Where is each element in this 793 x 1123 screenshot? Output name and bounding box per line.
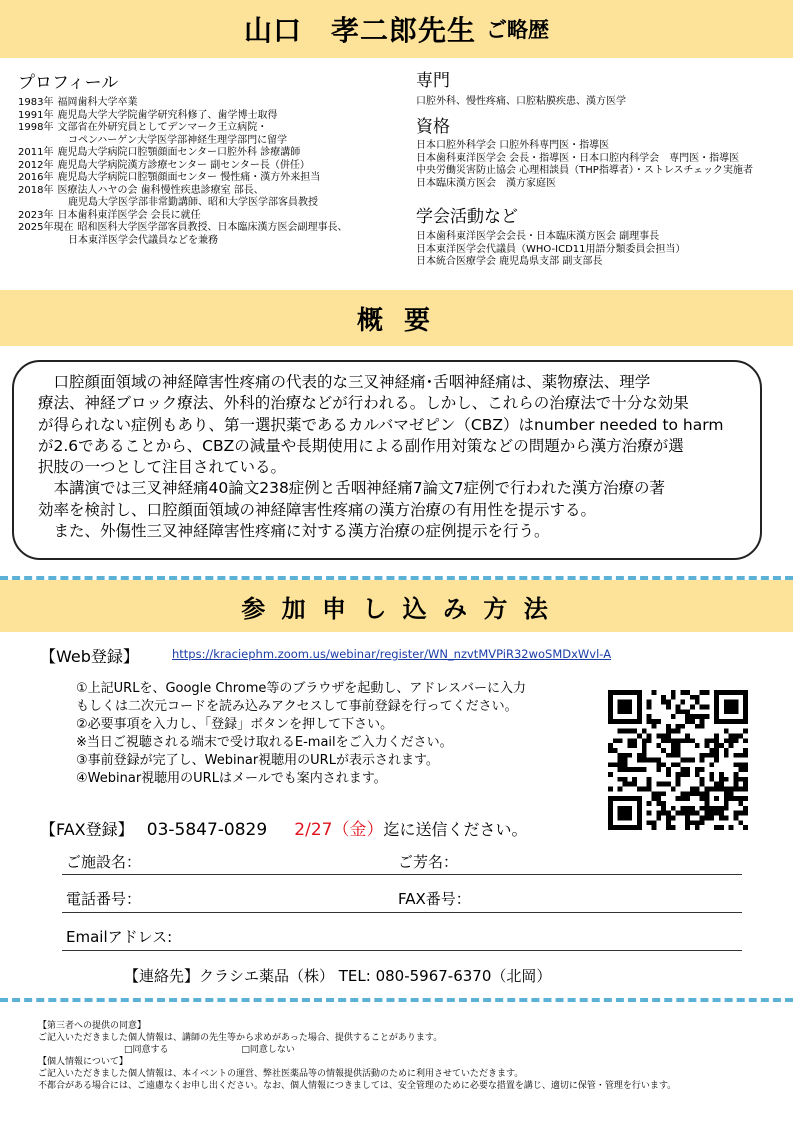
profile-year: 2018年 [18,184,54,196]
registration-step: ①上記URLを、Google Chrome等のブラウザを起動し、アドレスバーに入力 [76,681,527,696]
overview-line: 本講演では三叉神経痛40論文238症例と舌咽神経痛7論文7症例で行われた漢方治療の著 [38,479,666,498]
agree-checkbox[interactable]: □同意する [124,1045,169,1055]
overview-line: 効率を検討し、口腔顔面領域の神経障害性疼痛の漢方治療の有用性を提示する。 [38,500,597,519]
overview-box [12,360,762,560]
profile-entry [18,235,408,248]
contact-info: 【連絡先】クラシエ薬品（株） TEL: 080-5967-6370（北岡） [124,967,552,985]
qualification-item: 日本歯科東洋医学会 会長・指導医・日本口腔内科学会 専門医・指導医 [416,152,740,164]
overview-line: 口腔顔面領域の神経障害性疼痛の代表的な三叉神経痛･舌咽神経痛は、薬物療法、理学 [38,373,651,391]
specialty-heading: 専門 [416,71,450,91]
profile-year: 1991年 [18,109,54,121]
profile-text: 文部省在外研究員としてデンマーク王立病院・ [57,122,268,133]
consent-options [38,1044,676,1056]
overview-heading: 概 要 [356,305,437,336]
overview-line: また、外傷性三叉神経障害性疼痛に対する漢方治療の症例提示を行う。 [38,522,550,541]
qualification-item: 日本臨床漢方医会 漢方家庭医 [416,177,556,189]
profile-text: 鹿児島大学病院漢方診療センター 副センター長（併任） [57,159,310,171]
profile-entry [18,222,408,235]
profile-text: 日本歯科東洋医学会 会長に就任 [57,209,201,221]
registration-step: ④Webinar視聴用のURLはメールでも案内されます。 [76,771,387,786]
activity-item: 日本東洋医学会代議員（WHO-ICD11用語分類委員会担当） [416,243,686,255]
separator-bottom [0,998,793,1002]
fax-deadline-suffix: 迄に送信ください。 [383,820,528,839]
activity-item: 日本統合医療学会 鹿児島県支部 副支部長 [416,256,603,267]
footer [38,1020,676,1092]
registration-step: ※当日ご視聴される端末で受け取れるE-mailをご入力ください。 [76,735,453,750]
overview-text [38,372,746,542]
qr-code[interactable] [608,690,748,830]
profile-entry [18,97,408,110]
speaker-name: 山口 孝二郎先生 [243,14,476,47]
fax-deadline: 2/27（金） [294,820,384,840]
header-band [0,0,793,58]
profile-year: 2012年 [18,159,54,171]
profile-text: 昭和医科大学医学部客員教授、日本臨床漢方医会副理事長、 [77,222,348,233]
profile-heading: プロフィール [18,73,119,93]
profile-text: コペンハーゲン大学医学部神経生理学部門に留学 [68,134,288,146]
activities-heading: 学会活動など [416,207,518,227]
profile-year: 2025年現在 [18,222,74,233]
fax-field[interactable]: FAX番号： [398,890,471,908]
profile-year: 1998年 [18,122,54,133]
overview-line: 療法、神経ブロック療法、外科的治療などが行われる。しかし、これらの治療法で十分な効果 [38,394,689,413]
profile-entry [18,185,408,198]
privacy-text-2: 不都合がある場合には、ご遠慮なくお申し出ください。なお、個人情報につきましては、安全管理のために必要な措置を講じ、適切に保管・管理を行います。 [38,1081,677,1091]
name-field[interactable]: ご芳名： [398,853,459,871]
register-url-link[interactable]: https://kraciephm.zoom.us/webinar/register/WN_nzvtMVPiR32woSMDxWvl-A [172,647,612,661]
speaker-suffix: ご略歴 [486,18,549,42]
form-line-1 [62,874,742,875]
profile-entry [18,135,408,148]
overview-line: 択肢の一つとして注目されている。 [38,458,287,477]
fax-line [40,815,527,840]
profile-list [18,97,408,247]
qualification-item: 日本口腔外科学会 口腔外科専門医・指導医 [416,140,610,151]
qualifications-heading: 資格 [416,117,450,137]
profile-entry [18,197,408,210]
profile-text: 日本東洋医学会代議員などを兼務 [68,234,218,246]
profile-entry [18,172,408,185]
web-register-label: 【Web登録】 [40,647,139,666]
overview-line: が得られない症例もあり、第一選択薬であるカルバマゼピン（CBZ）はnumber needed to harm [38,415,724,434]
profile-entry [18,147,408,160]
fax-register-label: 【FAX登録】 [40,820,134,839]
profile-year: 2016年 [18,172,54,183]
profile-text: 鹿児島大学医学部非常勤講師、昭和大学医学部客員教授 [68,197,318,208]
profile-entry [18,210,408,223]
profile-text: 鹿児島大学病院口腔顎顔面センター 慢性痛・漢方外来担当 [57,172,321,183]
profile-text: 福岡歯科大学卒業 [57,97,138,108]
disagree-checkbox[interactable]: □同意しない [241,1045,295,1055]
activities-list [416,231,791,269]
registration-step: ③事前登録が完了し、Webinar視聴用のURLが表示されます。 [76,753,439,768]
qualifications-list [416,140,791,190]
overview-line: が2.6であることから、CBZの減量や長期使用による副作用対策などの問題から漢方治療が選 [38,436,684,455]
third-party-text: ご記入いただきました個人情報は、講師の先生等から求めがあった場合、提供することがあります。 [38,1033,443,1043]
privacy-title: 【個人情報について】 [38,1057,128,1067]
profile-text: 鹿児島大学大学院歯学研究科修了、歯学博士取得 [57,109,278,121]
privacy-text-1: ご記入いただきました個人情報は、本イベントの運営、弊社医薬品等の情報提供活動のために利用させていただきます。 [38,1069,524,1079]
registration-steps [76,680,526,788]
specialty-text: 口腔外科、慢性疼痛、口腔粘膜疾患、漢方医学 [416,96,626,107]
profile-year: 2023年 [18,209,54,221]
registration-step: もしくは二次元コードを読み込みアクセスして事前登録を行ってください。 [76,699,518,714]
activity-item: 日本歯科東洋医学会会長・日本臨床漢方医会 副理事長 [416,231,660,242]
profile-year: 2011年 [18,147,54,158]
phone-field[interactable]: 電話番号： [66,890,142,908]
profile-entry [18,160,408,173]
profile-year: 1983年 [18,97,54,108]
form-line-3 [62,950,742,951]
third-party-title: 【第三者への提供の同意】 [38,1021,147,1031]
fax-number: 03-5847-0829 [146,820,268,840]
profile-entry [18,110,408,123]
profile-text: 医療法人ハヤの会 歯科慢性疾患診療室 部長、 [57,184,264,196]
profile-entry [18,122,408,135]
profile-text: 鹿児島大学病院口腔顎顔面センター口腔外科 診療講師 [57,147,301,158]
form-line-2 [62,912,742,913]
facility-field[interactable]: ご施設名： [66,853,142,871]
registration-heading: 参 加 申 し 込 み 方 法 [241,594,552,623]
registration-step: ②必要事項を入力し、「登録」ボタンを押して下さい。 [76,717,394,732]
registration-band [0,580,793,632]
overview-band [0,290,793,346]
qualification-item: 中央労働災害防止協会 心理相談員（THP指導者）・ストレスチェック実施者 [416,165,754,176]
email-field[interactable]: Emailアドレス: [66,928,173,946]
